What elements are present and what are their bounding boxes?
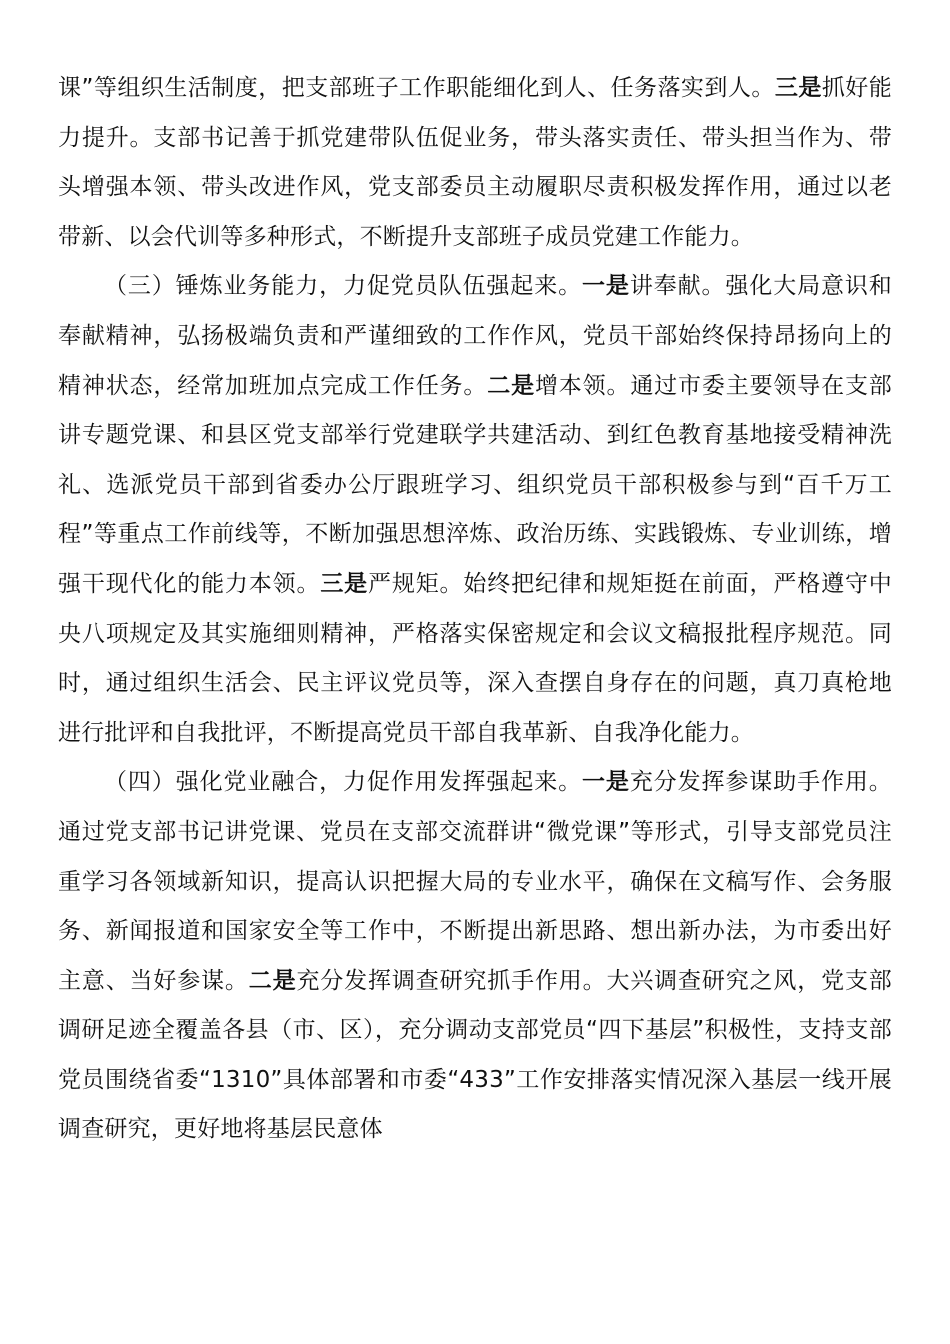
bold-marker-second: 二是 bbox=[487, 372, 535, 399]
paragraph-capacity-building bbox=[58, 64, 892, 262]
paragraph-text: 严规矩。始终把纪律和规矩挺在前面，严格遵守中央八项规定及其实施细则精神，严格落实保密规定和会议文稿报批程序规范。同时，通过组织生活会、民主评议党员等，深入查摆自身存在的问题，真刀真枪地进行批评和自我批评，不断提高党员干部自我革新、自我净化能力。 bbox=[58, 570, 892, 746]
bold-marker-third: 三是 bbox=[320, 570, 369, 597]
section-heading: （三）锤炼业务能力，力促党员队伍强起来。 bbox=[104, 273, 582, 300]
paragraph-section-four bbox=[58, 758, 892, 1155]
paragraph-text: 增本领。通过市委主要领导在支部讲专题党课、和县区党支部举行党建联学共建活动、到红色教育基地接受精神洗礼、选派党员干部到省委办公厅跟班学习、组织党员干部积极参与到“百千万工程”等重点工作前线等，不断加强思想淬炼、政治历练、实践锻炼、专业训练，增强干现代化的能力本领。 bbox=[58, 372, 893, 597]
bold-marker-first: 一是 bbox=[582, 273, 630, 300]
paragraph-text: 充分发挥调查研究抓手作用。大兴调查研究之风，党支部调研足迹全覆盖各县（市、区），充分调动支部党员“四下基层”积极性，支持支部党员围绕省委“1310”具体部署和市委“433”工作安排落实情况深入基层一线开展调查研究，更好地将基层民意体 bbox=[58, 967, 893, 1143]
paragraph-section-three bbox=[58, 262, 892, 758]
paragraph-text: 讲奉献。强化大局意识和奉献精神，弘扬极端负责和严谨细致的工作作风，党员干部始终保持昂扬向上的精神状态，经常加班加点完成工作任务。 bbox=[58, 273, 893, 399]
document-body bbox=[58, 64, 892, 1155]
bold-marker-second: 二是 bbox=[248, 967, 297, 994]
paragraph-text: 充分发挥参谋助手作用。通过党支部书记讲党课、党员在支部交流群讲“微党课”等形式，引导支部党员注重学习各领域新知识，提高认识把握大局的专业水平，确保在文稿写作、会务服务、新闻报道和国家安全等工作中，不断提出新思路、想出新办法，为市委出好主意、当好参谋。 bbox=[58, 769, 893, 994]
bold-marker-third: 三是 bbox=[774, 75, 822, 101]
paragraph-text: 抓好能力提升。支部书记善于抓党建带队伍促业务，带头落实责任、带头担当作为、带头增强本领、带头改进作风，党支部委员主动履职尽责积极发挥作用，通过以老带新、以会代训等多种形式，不断提升支部班子成员党建工作能力。 bbox=[58, 75, 892, 250]
section-heading: （四）强化党业融合，力促作用发挥强起来。 bbox=[104, 769, 582, 796]
paragraph-text: 课”等组织生活制度，把支部班子工作职能细化到人、任务落实到人。 bbox=[58, 75, 775, 101]
bold-marker-first: 一是 bbox=[582, 769, 630, 796]
